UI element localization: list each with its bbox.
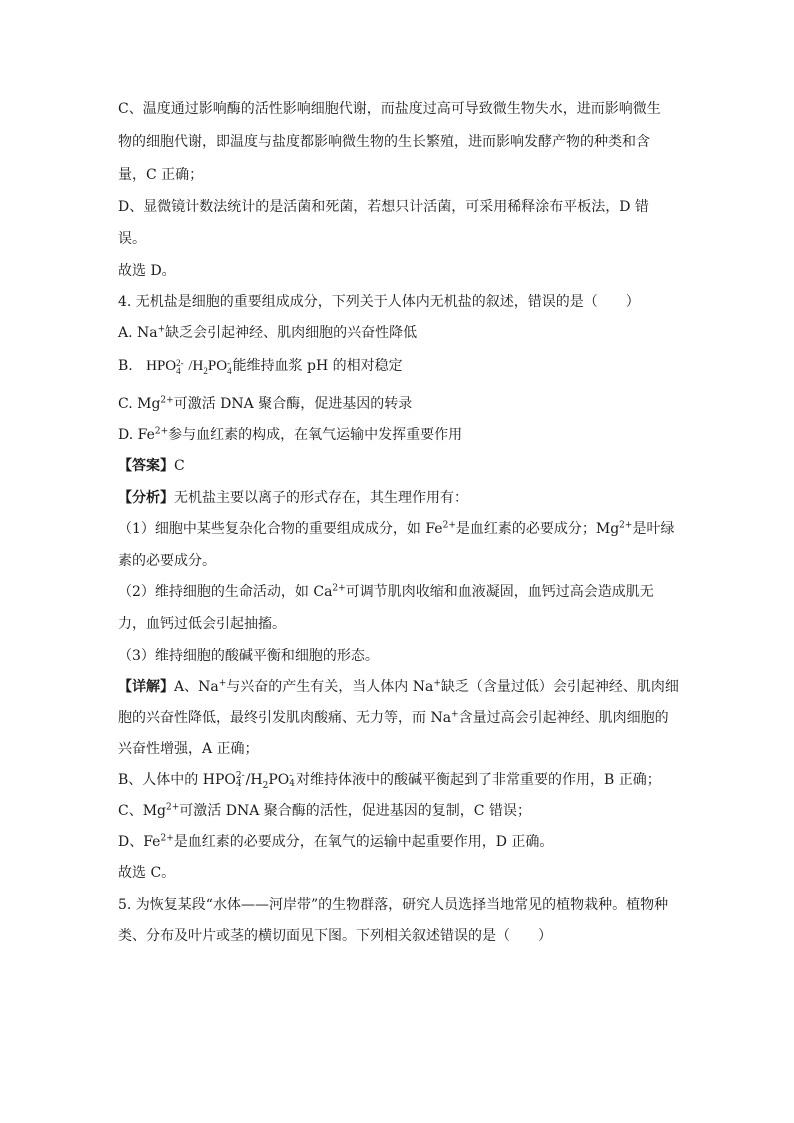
detail-b: B、人体中的 HPO 2- 4 $/H_2PO$ - 4 对维持体液中的酸碱平衡起到了非常重要的作用，B 正确；	[118, 771, 661, 791]
detail-c: C、$Mg^{2+}$可激活 DNA 聚合酶的活性，促进基因的复制，C 错误；	[118, 802, 531, 819]
option-d: D. $Fe^{2+}$参与血红素的构成，在氧气运输中发挥重要作用	[118, 426, 463, 443]
phosphate-formula: HPO 2- 4 $/H_2PO$ - 4	[146, 357, 232, 376]
answer: 【答案】C	[118, 458, 185, 474]
text-line: 量，C 正确；	[118, 167, 204, 183]
detail-d: D、$Fe^{2+}$是血红素的必要成分，在氧气的运输中起重要作用，D 正确。	[118, 833, 554, 850]
option-b: B. HPO 2- 4 $/H_2PO$ - 4 能维持血浆 pH 的相对稳定	[118, 357, 403, 376]
text-line: 素的必要成分。	[118, 553, 216, 569]
text-line: 误。	[118, 231, 146, 247]
text-line: C、温度通过影响酶的活性影响细胞代谢，而盐度过高可导致微生物失水，进而影响微生	[118, 101, 661, 117]
analysis: 【分析】无机盐主要以离子的形式存在，其生理作用有：	[118, 490, 468, 506]
text-line: 胞的兴奋性降低，最终引发肌肉酸痛、无力等，而 Na+含量过高会引起神经、肌肉细胞的	[118, 709, 669, 726]
text-line: D、显微镜计数法统计的是活菌和死菌，若想只计活菌，可采用稀释涂布平板法，D 错	[118, 199, 649, 215]
text-line: 类、分布及叶片或茎的横切面见下图。下列相关叙述错误的是（ ）	[118, 928, 552, 944]
detail-a: 【详解】A、Na+与兴奋的产生有关，当人体内 Na+缺乏（含量过低）会引起神经、肌肉细	[118, 678, 679, 695]
analysis-point-1: （1）细胞中某些复杂化合物的重要组成成分，如 $Fe^{2+}$是血红素的必要成分；$Mg^{2+}$是叶绿	[118, 520, 675, 537]
text-line: 力，血钙过低会引起抽搐。	[118, 616, 286, 632]
question-4-stem: 4. 无机盐是细胞的重要组成成分，下列关于人体内无机盐的叙述，错误的是（ ）	[118, 294, 640, 310]
option-c: C. $Mg^{2+}$可激活 DNA 聚合酶，促进基因的转录	[118, 395, 413, 412]
text-line: 物的细胞代谢，即温度与盐度都影响微生物的生长繁殖，进而影响发酵产物的种类和含	[118, 134, 650, 150]
question-5-stem: 5. 为恢复某段“水体——河岸带”的生物群落，研究人员选择当地常见的植物栽种。植物种	[118, 897, 669, 913]
text-line: 故选 D。	[118, 263, 176, 279]
text-line: 兴奋性增强，A 正确；	[118, 741, 259, 757]
option-a: A. Na+缺乏会引起神经、肌肉细胞的兴奋性降低	[118, 324, 418, 341]
analysis-point-3: （3）维持细胞的酸碱平衡和细胞的形态。	[118, 648, 379, 664]
conclusion: 故选 C。	[118, 865, 176, 881]
analysis-point-2: （2）维持细胞的生命活动，如 $Ca^{2+}$可调节肌肉收缩和血液凝固，血钙过高会造成肌无	[118, 583, 654, 600]
